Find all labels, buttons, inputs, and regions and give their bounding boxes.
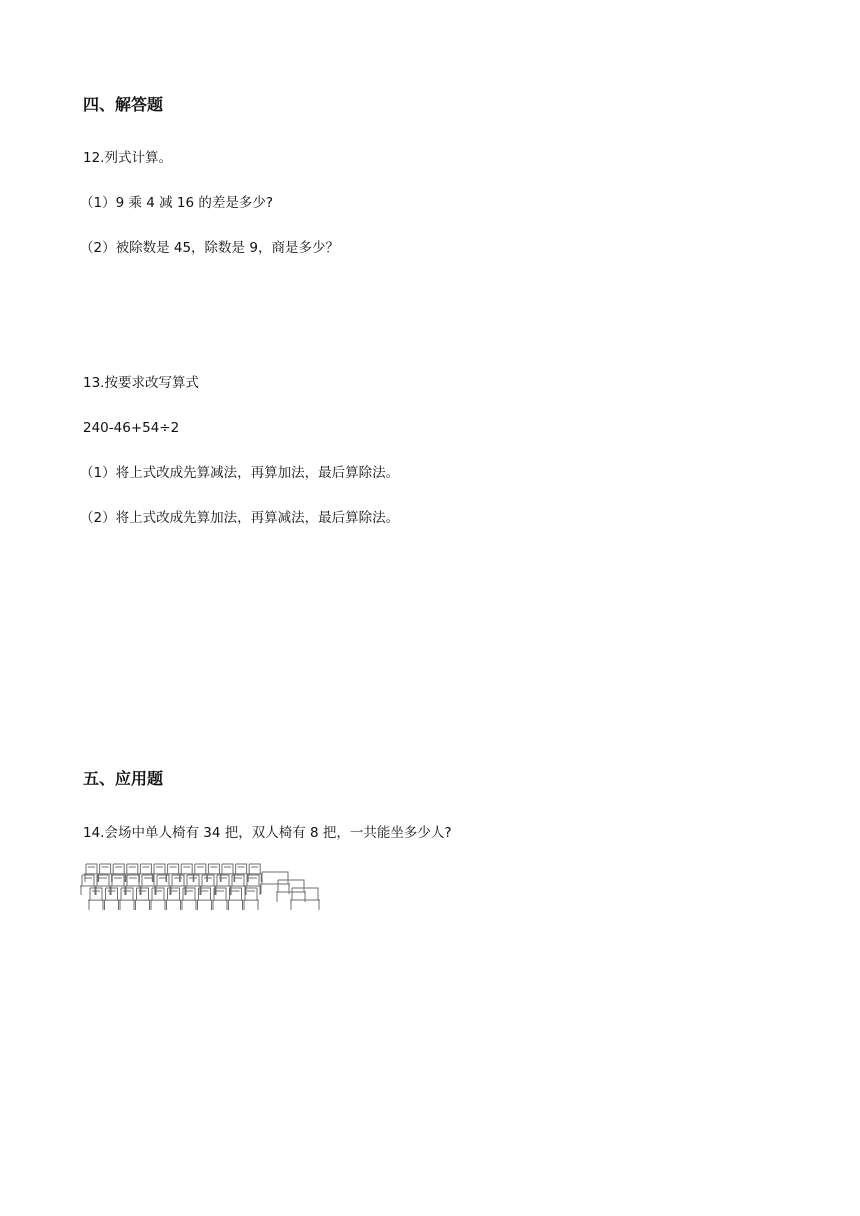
chair-sketch xyxy=(88,888,104,910)
chair-sketch xyxy=(181,888,197,910)
chair-sketch xyxy=(212,888,228,910)
chairs-illustration xyxy=(80,858,325,920)
chair-sketch xyxy=(193,864,208,882)
section-5-heading: 五、应用题 xyxy=(83,769,164,788)
chair-sketch xyxy=(166,888,182,910)
chair-sketch xyxy=(138,864,153,882)
section-4-heading: 四、解答题 xyxy=(83,95,164,114)
chair-sketch xyxy=(234,864,249,882)
question-14-title: 14.会场中单人椅有 34 把，双人椅有 8 把，一共能坐多少人? xyxy=(83,825,452,841)
chair-sketch xyxy=(135,888,151,910)
chair-sketch xyxy=(230,875,246,895)
question-13-item-1: （1）将上式改成先算减法，再算加法，最后算除法。 xyxy=(80,465,400,481)
chair-sketch xyxy=(220,864,235,882)
chair-sketch xyxy=(197,888,213,910)
question-12-title: 12.列式计算。 xyxy=(83,150,172,166)
question-13-title: 13.按要求改写算式 xyxy=(83,375,199,391)
question-12-item-2: （2）被除数是 45，除数是 9，商是多少？ xyxy=(80,240,339,256)
bench-sketch xyxy=(276,880,306,902)
chair-sketch xyxy=(104,888,120,910)
chair-sketch xyxy=(119,888,135,910)
chair-sketch xyxy=(215,875,231,895)
question-13-item-2: （2）将上式改成先算加法，再算减法，最后算除法。 xyxy=(80,510,400,526)
chair-sketch xyxy=(95,875,111,895)
chair-sketch xyxy=(80,875,96,895)
bench-sketch xyxy=(260,872,290,894)
chair-sketch xyxy=(98,864,113,882)
question-13-expression: 240-46+54÷2 xyxy=(83,420,180,436)
chair-sketch xyxy=(166,864,181,882)
chair-sketch xyxy=(150,888,166,910)
question-12-item-1: （1）9 乘 4 减 16 的差是多少? xyxy=(80,195,274,211)
chair-sketch xyxy=(170,875,186,895)
chair-sketch xyxy=(245,875,261,895)
chair-sketch xyxy=(155,875,171,895)
chair-sketch xyxy=(243,888,259,910)
chair-sketch xyxy=(247,864,262,882)
chair-sketch xyxy=(228,888,244,910)
